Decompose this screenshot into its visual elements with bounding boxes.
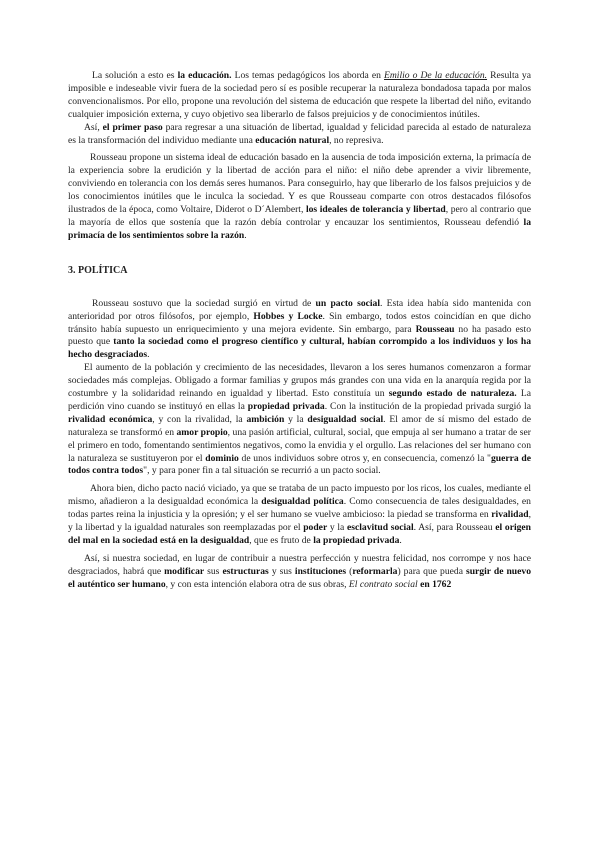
document-page [68, 70, 531, 592]
section-heading: 3. POLÍTICA [68, 264, 128, 276]
paragraph-social-pact: Rousseau sostuvo que la sociedad surgió en virtud de un pacto social. Esta idea había sido mantenida con anterioridad por otros filósofos, por ejemplo, Hobbes y Locke. Sin embargo, todos estos coincidían en que dicho tránsito había supuesto un enriquecimiento y una mejora evidente. Sin embargo, para Rousseau no ha pasado esto puesto que tanto la sociedad como el progreso científico y cultural, habían corrompido a los individuos y los ha hecho desgraciados. [68, 297, 531, 361]
paragraph-second-state-of-nature: El aumento de la población y crecimiento de las necesidades, llevaron a los seres humanos comenzaron a formar sociedades más complejas. Obligado a formar familias y grupos más grandes con una vida en la anarquía regida por la costumbre y la solidaridad reinando en igualdad y libertad. Esto constituía un segundo estado de naturaleza. La perdición vino cuando se instituyó en ellas la propiedad privada. Con la institución de la propiedad privada surgió la rivalidad económica, y con la rivalidad, la ambición y la desigualdad social. El amor de sí mismo del estado de naturaleza se transformó en amor propio, una pasión artificial, cultural, social, que empuja al ser humano a tratar de ser el primero en todo, fomentando sentimientos negativos, como la envidia y el orgullo. Las relaciones del ser humano con la naturaleza se sustituyeron por el dominio de unos individuos sobre otros y, en consecuencia, comenzó la "guerra de todos contra todos", y para poner fin a tal situación se recurrió a un pacto social. [68, 362, 532, 477]
paragraph-first-step: Así, el primer paso para regresar a una situación de libertad, igualdad y felicidad parecida al estado de naturaleza es la transformación del individuo mediante una educación natural, no represiva. [68, 121, 532, 146]
paragraph-reform-society: Así, si nuestra sociedad, en lugar de contribuir a nuestra perfección y nuestra felicidad, nos corrompe y nos hace desgraciados, habrá que modificar sus estructuras y sus instituciones (reformarla) para que pueda surgir de nuevo el auténtico ser humano, y con esta intención elabora otra de sus obras, El contrato social en 1762 [68, 552, 531, 590]
paragraph-vitiated-pact: Ahora bien, dicho pacto nació viciado, ya que se trataba de un pacto impuesto por los ricos, los cuales, mediante el mismo, añadieron a la desigualdad económica la desigualdad política. Como consecuencia de tales desigualdades, en todas partes reina la injusticia y la opresión; y el ser humano se vuelve ambicioso: la piedad se transforma en rivalidad, y la libertad y la igualdad naturales son reemplazadas por el poder y la esclavitud social. Así, para Rousseau el origen del mal en la sociedad está en la desigualdad, que es fruto de la propiedad privada. [68, 483, 532, 546]
paragraph-education-system: Rousseau propone un sistema ideal de educación basado en la ausencia de toda imposición externa, la primacía de la experiencia sobre la erudición y la libertad de acción para el niño: el niño debe aprender a vivir libremente, conviviendo en tolerancia con los demás seres humanos. Para conseguirlo, hay que liberarlo de los falsos prejuicios y de los conocimientos inútiles que le inculca la sociedad. Y es que Rousseau comparte con otros destacados filósofos ilustrados de la época, como Voltaire, Diderot o D´Alembert, los ideales de tolerancia y libertad, pero al contrario que la mayoría de ellos que sostenía que la razón debía controlar y encauzar los sentimientos, Rousseau defendió la primacía de los sentimientos sobre la razón. [68, 152, 531, 241]
paragraph-education-intro: La solución a esto es la educación. Los temas pedagógicos los aborda en Emilio o De la educación. Resulta ya imposible e indeseable vivir fuera de la sociedad pero sí es posible recuperar la naturaleza bondadosa tapada por malos convencionalismos. Por ello, propone una revolución del sistema de educación que respete la libertad del niño, evitando cualquier imposición externa, y cuyo objetivo sea liberarlo de falsos prejuicios y de conocimientos inútiles. [68, 70, 531, 120]
